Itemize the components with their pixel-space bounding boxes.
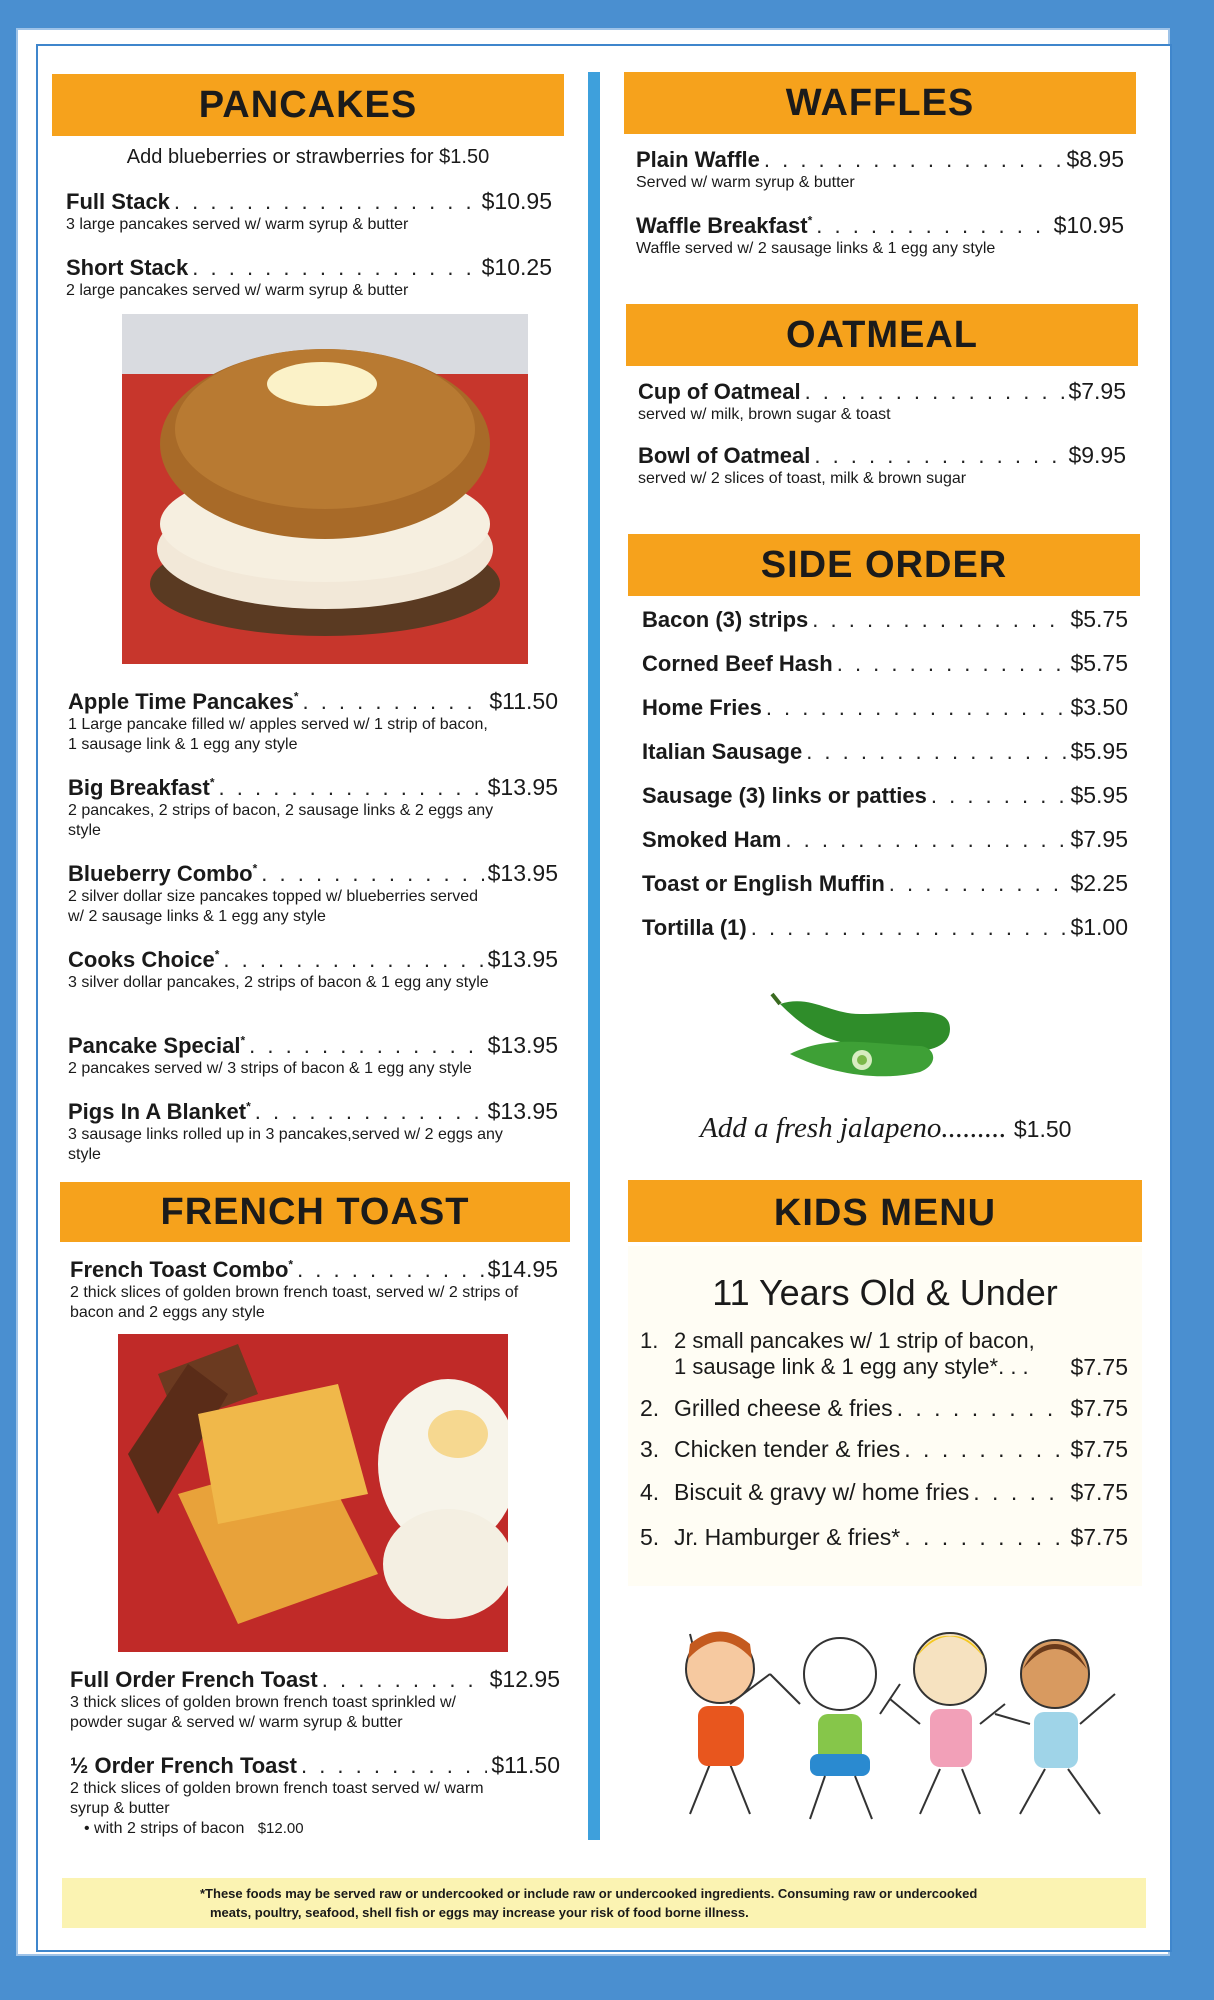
item-price: $2.25 xyxy=(1070,870,1128,896)
item-name: Full Order French Toast xyxy=(70,1667,318,1692)
pancakes-top-list xyxy=(66,188,552,316)
item-price: $12.95 xyxy=(489,1666,560,1692)
item-price: $3.50 xyxy=(1070,694,1128,720)
item-name: Big Breakfast xyxy=(68,775,210,800)
item-name: 2 small pancakes w/ 1 strip of bacon, xyxy=(674,1328,1035,1353)
item-name: Full Stack xyxy=(66,189,170,214)
raw-mark: * xyxy=(807,213,813,228)
item-name: Sausage (3) links or patties xyxy=(642,783,927,808)
kids-subtitle: 11 Years Old & Under xyxy=(712,1272,1058,1313)
item-price: $13.95 xyxy=(487,1098,558,1124)
waffles-banner: WAFFLES xyxy=(624,72,1136,134)
side-item-tortilla xyxy=(642,914,1128,958)
raw-mark: * xyxy=(246,1099,251,1114)
addon-price: $12.00 xyxy=(257,1820,304,1837)
menu-item-blueberry-combo xyxy=(68,860,558,946)
item-desc: 3 silver dollar pancakes, 2 strips of bacon & 1 egg any style xyxy=(68,974,489,991)
item-desc: 2 thick slices of golden brown french toast served w/ warm syrup & butter xyxy=(70,1780,484,1817)
disclaimer-line-2: meats, poultry, seafood, shell fish or eggs may increase your risk of food borne illness. xyxy=(210,1905,749,1920)
item-name: Corned Beef Hash xyxy=(642,651,833,676)
item-price: $13.95 xyxy=(487,860,558,886)
item-name: Waffle Breakfast xyxy=(636,213,808,238)
french-toast-banner: FRENCH TOAST xyxy=(60,1182,570,1242)
oatmeal-section xyxy=(626,304,1138,366)
jalapeno-icon xyxy=(770,984,960,1084)
item-name: Smoked Ham xyxy=(642,827,782,852)
item-name: Bacon (3) strips xyxy=(642,607,809,632)
pancakes-section xyxy=(52,74,564,169)
item-num: 1. xyxy=(640,1328,659,1353)
french-toast-combo xyxy=(70,1256,558,1323)
pancakes-note: Add blueberries or strawberries for $1.50 xyxy=(126,146,490,168)
item-price: $7.75 xyxy=(1070,1436,1128,1462)
menu-item-half-order-french-toast xyxy=(70,1752,560,1839)
pancake-photo xyxy=(122,314,528,664)
oatmeal-list xyxy=(638,378,1126,489)
item-name: Plain Waffle xyxy=(636,147,760,172)
item-desc: 2 pancakes served w/ 3 strips of bacon & 1 egg any style xyxy=(68,1060,472,1077)
kids-menu-box xyxy=(628,1246,1142,1586)
item-name-cont: 1 sausage link & 1 egg any style*. . . xyxy=(674,1354,1029,1379)
item-price: $13.95 xyxy=(487,946,558,972)
side-order-section xyxy=(628,534,1140,596)
pancakes-banner: PANCAKES xyxy=(52,74,564,136)
item-price: $9.95 xyxy=(1068,442,1126,468)
item-price: $8.95 xyxy=(1066,146,1124,172)
french-toast-photo xyxy=(118,1334,508,1652)
menu-item-cooks-choice xyxy=(68,946,558,1032)
item-desc: 2 large pancakes served w/ warm syrup & butter xyxy=(66,282,409,299)
item-desc: 2 thick slices of golden brown french toast, served w/ 2 strips of bacon and 2 eggs any style xyxy=(70,1284,519,1321)
menu-item-cup-of-oatmeal xyxy=(638,378,1126,442)
item-num: 5. xyxy=(640,1524,660,1550)
item-name: Grilled cheese & fries xyxy=(674,1395,893,1421)
item-price: $13.95 xyxy=(487,1032,558,1058)
menu-item-short-stack xyxy=(66,254,552,316)
item-price: $14.95 xyxy=(487,1256,558,1282)
bacon-addon xyxy=(70,1819,560,1839)
kids-item-2 xyxy=(640,1395,1128,1422)
item-desc: 3 large pancakes served w/ warm syrup & butter xyxy=(66,216,409,233)
item-name: Bowl of Oatmeal xyxy=(638,443,811,468)
item-price: $10.95 xyxy=(1053,212,1124,238)
item-num: 3. xyxy=(640,1436,660,1462)
item-desc: 1 Large pancake filled w/ apples served w/ 1 strip of bacon, 1 sausage link & 1 egg any style xyxy=(68,716,488,753)
item-name: Toast or English Muffin xyxy=(642,871,885,896)
item-price: $11.50 xyxy=(489,688,558,714)
item-name: Cooks Choice xyxy=(68,947,215,972)
raw-mark: * xyxy=(293,689,299,704)
raw-mark: * xyxy=(214,947,220,962)
item-price: $10.95 xyxy=(481,188,552,214)
side-item-home-fries xyxy=(642,694,1128,738)
item-name: French Toast Combo xyxy=(70,1257,289,1282)
kids-item-1 xyxy=(640,1328,1128,1381)
side-item-sausage xyxy=(642,782,1128,826)
menu-item-full-stack xyxy=(66,188,552,254)
item-name: Jr. Hamburger & fries* xyxy=(674,1524,901,1550)
menu-item-apple-time-pancakes xyxy=(68,688,558,774)
menu-item-waffle-breakfast xyxy=(636,212,1124,259)
item-name: Home Fries xyxy=(642,695,762,720)
item-price: $11.50 xyxy=(491,1752,560,1778)
item-desc: 2 silver dollar size pancakes topped w/ blueberries served w/ 2 sausage links & 1 egg any style xyxy=(68,888,478,925)
item-name: Cup of Oatmeal xyxy=(638,379,801,404)
item-price: $7.95 xyxy=(1070,826,1128,852)
kids-illustration xyxy=(650,1614,1130,1824)
item-num: 2. xyxy=(640,1395,660,1421)
item-price: $5.75 xyxy=(1070,606,1128,632)
item-price: $13.95 xyxy=(487,774,558,800)
raw-food-disclaimer xyxy=(62,1878,1146,1928)
kids-menu-banner: KIDS MENU xyxy=(628,1180,1142,1242)
item-name: Biscuit & gravy w/ home fries xyxy=(674,1479,970,1505)
item-price: $7.75 xyxy=(1070,1395,1128,1421)
addon-label: • with 2 strips of bacon xyxy=(84,1820,245,1837)
item-name: Pigs In A Blanket xyxy=(68,1099,247,1124)
waffles-list xyxy=(636,146,1124,259)
item-price: $5.95 xyxy=(1070,738,1128,764)
menu-item-french-toast-combo xyxy=(70,1256,558,1323)
item-desc: 3 thick slices of golden brown french toast sprinkled w/ powder sugar & served w/ warm syrup & butter xyxy=(70,1694,456,1731)
item-price: $10.25 xyxy=(481,254,552,280)
side-item-bacon xyxy=(642,606,1128,650)
item-name: Italian Sausage xyxy=(642,739,803,764)
item-price: $7.75 xyxy=(1070,1354,1128,1380)
item-price: $7.75 xyxy=(1070,1479,1128,1505)
item-desc: 2 pancakes, 2 strips of bacon, 2 sausage links & 2 eggs any style xyxy=(68,802,494,839)
item-name: Tortilla (1) xyxy=(642,915,747,940)
kids-menu-section xyxy=(628,1180,1142,1242)
column-divider xyxy=(588,72,600,1840)
raw-mark: * xyxy=(209,775,215,790)
side-item-toast xyxy=(642,870,1128,914)
item-name: Short Stack xyxy=(66,255,189,280)
item-price: $7.75 xyxy=(1070,1524,1128,1550)
kids-item-3 xyxy=(640,1436,1128,1463)
item-price: $5.75 xyxy=(1070,650,1128,676)
side-item-italian-sausage xyxy=(642,738,1128,782)
oatmeal-banner: OATMEAL xyxy=(626,304,1138,366)
jalapeno-addon xyxy=(700,1112,1140,1145)
menu-item-pigs-in-a-blanket xyxy=(68,1098,558,1178)
french-toast-image xyxy=(118,1334,508,1652)
side-order-list xyxy=(642,606,1128,958)
raw-mark: * xyxy=(252,861,258,876)
item-price: $1.00 xyxy=(1070,914,1128,940)
french-toast-list xyxy=(70,1666,560,1839)
item-name: Apple Time Pancakes xyxy=(68,689,294,714)
jalapeno-label: Add a fresh jalapeno......... xyxy=(700,1112,1007,1144)
side-order-banner: SIDE ORDER xyxy=(628,534,1140,596)
pancakes-combo-list xyxy=(68,688,558,1178)
side-item-smoked-ham xyxy=(642,826,1128,870)
waffles-section xyxy=(624,72,1136,134)
side-item-corned-beef-hash xyxy=(642,650,1128,694)
menu-item-pancake-special xyxy=(68,1032,558,1098)
menu-item-big-breakfast xyxy=(68,774,558,860)
item-name: Pancake Special xyxy=(68,1033,241,1058)
kids-list xyxy=(640,1328,1128,1551)
item-num: 4. xyxy=(640,1479,660,1505)
item-price: $5.95 xyxy=(1070,782,1128,808)
raw-mark: * xyxy=(288,1257,294,1272)
disclaimer-line-1: *These foods may be served raw or undercooked or include raw or undercooked ingredients. Consuming raw or undercooked xyxy=(200,1886,978,1901)
item-name: Blueberry Combo xyxy=(68,861,253,886)
item-desc: Served w/ warm syrup & butter xyxy=(636,174,855,191)
item-name: ½ Order French Toast xyxy=(70,1753,297,1778)
kids-item-4 xyxy=(640,1479,1128,1506)
item-price: $7.95 xyxy=(1068,378,1126,404)
raw-mark: * xyxy=(240,1033,246,1048)
menu-item-bowl-of-oatmeal xyxy=(638,442,1126,489)
item-desc: 3 sausage links rolled up in 3 pancakes,served w/ 2 eggs any style xyxy=(68,1126,503,1163)
item-desc: Waffle served w/ 2 sausage links & 1 egg any style xyxy=(636,240,996,257)
jalapeno-price: $1.50 xyxy=(1013,1116,1072,1142)
menu-item-full-order-french-toast xyxy=(70,1666,560,1752)
item-name: Chicken tender & fries xyxy=(674,1436,901,1462)
menu-item-plain-waffle xyxy=(636,146,1124,212)
kids-item-5 xyxy=(640,1524,1128,1551)
pancake-image xyxy=(122,314,528,664)
item-desc: served w/ 2 slices of toast, milk & brown sugar xyxy=(638,470,967,487)
item-desc: served w/ milk, brown sugar & toast xyxy=(638,406,891,423)
french-toast-section xyxy=(60,1182,570,1242)
